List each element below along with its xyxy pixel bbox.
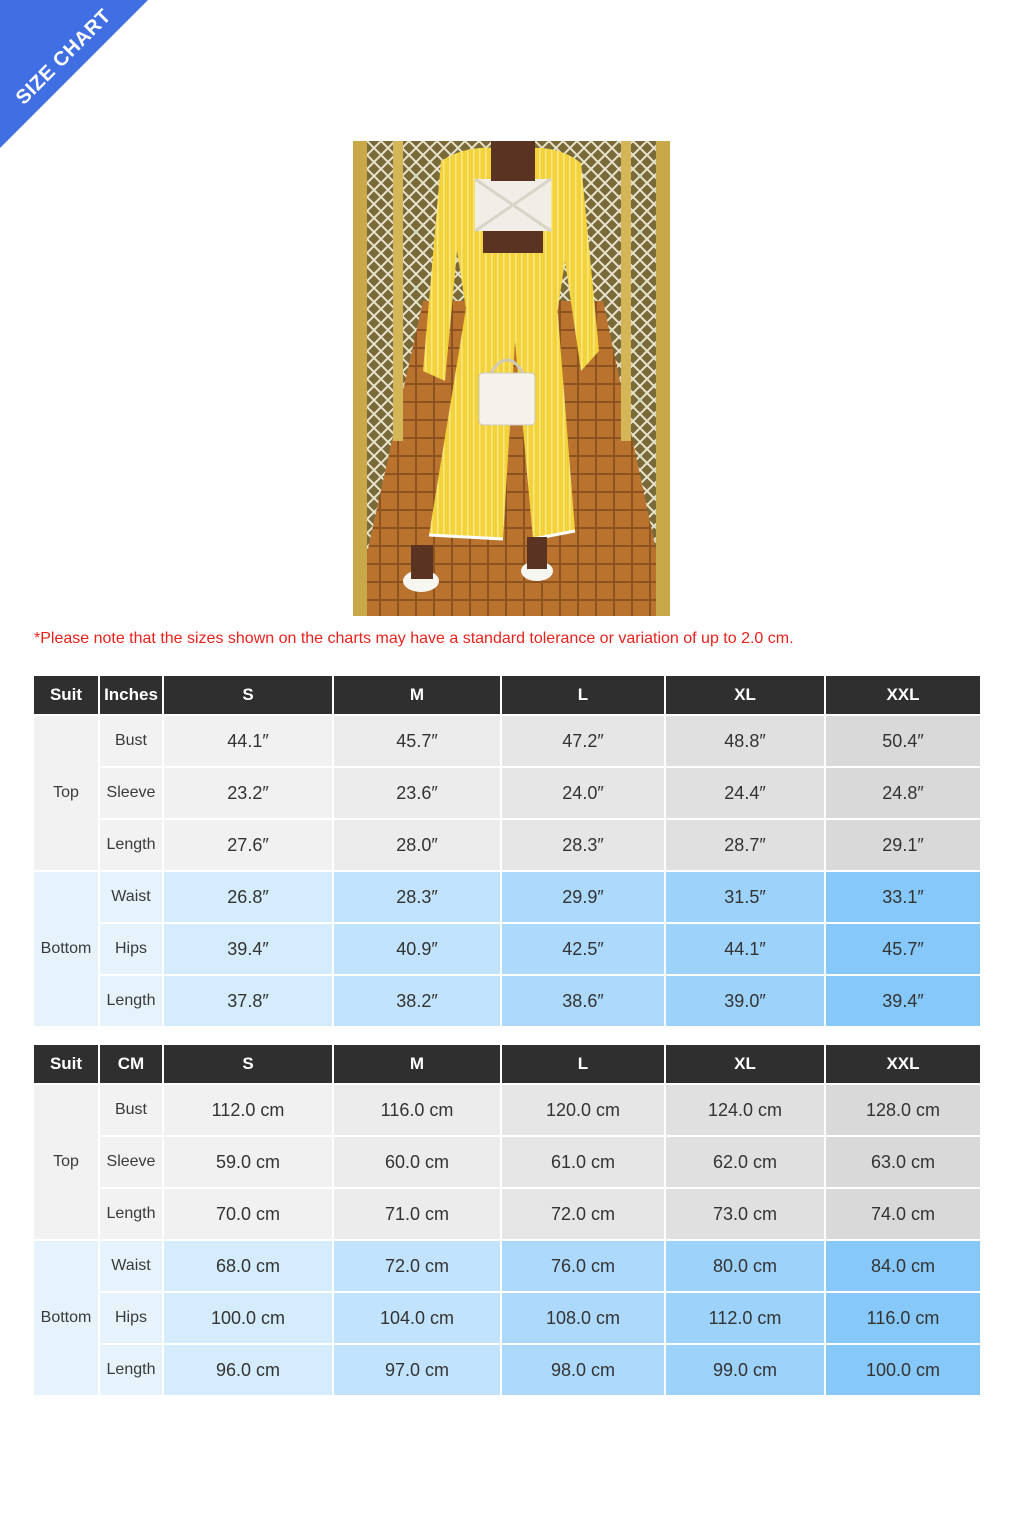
table-cell: 37.8″ xyxy=(164,976,332,1026)
cm-size-table xyxy=(32,1043,982,1397)
header-suit: Suit xyxy=(34,676,98,714)
table-cell: 97.0 cm xyxy=(334,1345,500,1395)
group-label-bottom: Bottom xyxy=(34,1241,98,1395)
table-cell: 61.0 cm xyxy=(502,1137,664,1187)
row-label: Length xyxy=(100,976,162,1026)
header-size-l: L xyxy=(502,1045,664,1083)
table-row xyxy=(34,1085,980,1135)
table-cell: 112.0 cm xyxy=(666,1293,824,1343)
table-cell: 33.1″ xyxy=(826,872,980,922)
row-label: Waist xyxy=(100,1241,162,1291)
table-cell: 28.0″ xyxy=(334,820,500,870)
row-label: Length xyxy=(100,1345,162,1395)
table-cell: 39.4″ xyxy=(164,924,332,974)
table-cell: 100.0 cm xyxy=(826,1345,980,1395)
table-cell: 28.3″ xyxy=(334,872,500,922)
header-size-xxl: XXL xyxy=(826,1045,980,1083)
size-chart-badge xyxy=(0,0,150,150)
inches-size-table xyxy=(32,674,982,1028)
table-cell: 99.0 cm xyxy=(666,1345,824,1395)
table-cell: 80.0 cm xyxy=(666,1241,824,1291)
table-cell: 26.8″ xyxy=(164,872,332,922)
table-cell: 120.0 cm xyxy=(502,1085,664,1135)
row-label: Sleeve xyxy=(100,768,162,818)
table-row xyxy=(34,768,980,818)
header-suit: Suit xyxy=(34,1045,98,1083)
table-cell: 40.9″ xyxy=(334,924,500,974)
table-row xyxy=(34,1293,980,1343)
table-cell: 23.6″ xyxy=(334,768,500,818)
table-cell: 72.0 cm xyxy=(502,1189,664,1239)
header-unit: Inches xyxy=(100,676,162,714)
table-cell: 71.0 cm xyxy=(334,1189,500,1239)
table-cell: 39.0″ xyxy=(666,976,824,1026)
table-row xyxy=(34,872,980,922)
header-size-s: S xyxy=(164,676,332,714)
group-label-bottom: Bottom xyxy=(34,872,98,1026)
product-photo xyxy=(353,141,670,616)
table-cell: 116.0 cm xyxy=(826,1293,980,1343)
table-cell: 27.6″ xyxy=(164,820,332,870)
table-row xyxy=(34,1241,980,1291)
table-cell: 24.8″ xyxy=(826,768,980,818)
table-cell: 70.0 cm xyxy=(164,1189,332,1239)
table-cell: 50.4″ xyxy=(826,716,980,766)
table-cell: 31.5″ xyxy=(666,872,824,922)
table-row xyxy=(34,976,980,1026)
table-header-row xyxy=(34,1045,980,1083)
header-size-xl: XL xyxy=(666,676,824,714)
table-cell: 96.0 cm xyxy=(164,1345,332,1395)
table-cell: 104.0 cm xyxy=(334,1293,500,1343)
table-cell: 45.7″ xyxy=(826,924,980,974)
table-cell: 24.0″ xyxy=(502,768,664,818)
table-cell: 100.0 cm xyxy=(164,1293,332,1343)
header-size-m: M xyxy=(334,676,500,714)
table-cell: 84.0 cm xyxy=(826,1241,980,1291)
header-size-m: M xyxy=(334,1045,500,1083)
table-cell: 28.7″ xyxy=(666,820,824,870)
product-photo-illustration xyxy=(353,141,670,616)
table-cell: 128.0 cm xyxy=(826,1085,980,1135)
table-row xyxy=(34,1137,980,1187)
row-label: Hips xyxy=(100,1293,162,1343)
badge-background xyxy=(0,0,148,148)
table-cell: 29.1″ xyxy=(826,820,980,870)
table-row xyxy=(34,820,980,870)
row-label: Bust xyxy=(100,1085,162,1135)
table-cell: 23.2″ xyxy=(164,768,332,818)
table-cell: 59.0 cm xyxy=(164,1137,332,1187)
table-cell: 74.0 cm xyxy=(826,1189,980,1239)
header-unit: CM xyxy=(100,1045,162,1083)
header-size-s: S xyxy=(164,1045,332,1083)
table-row xyxy=(34,924,980,974)
table-cell: 68.0 cm xyxy=(164,1241,332,1291)
table-cell: 47.2″ xyxy=(502,716,664,766)
table-cell: 28.3″ xyxy=(502,820,664,870)
table-cell: 48.8″ xyxy=(666,716,824,766)
table-row xyxy=(34,1345,980,1395)
table-cell: 98.0 cm xyxy=(502,1345,664,1395)
row-label: Length xyxy=(100,1189,162,1239)
table-cell: 60.0 cm xyxy=(334,1137,500,1187)
row-label: Hips xyxy=(100,924,162,974)
header-size-l: L xyxy=(502,676,664,714)
table-cell: 42.5″ xyxy=(502,924,664,974)
table-cell: 72.0 cm xyxy=(334,1241,500,1291)
row-label: Bust xyxy=(100,716,162,766)
table-cell: 116.0 cm xyxy=(334,1085,500,1135)
table-row xyxy=(34,1189,980,1239)
table-cell: 38.6″ xyxy=(502,976,664,1026)
row-label: Sleeve xyxy=(100,1137,162,1187)
table-cell: 39.4″ xyxy=(826,976,980,1026)
table-cell: 108.0 cm xyxy=(502,1293,664,1343)
group-label-top: Top xyxy=(34,1085,98,1239)
table-cell: 45.7″ xyxy=(334,716,500,766)
table-row xyxy=(34,716,980,766)
tolerance-note: *Please note that the sizes shown on the charts may have a standard tolerance or variation of up to 2.0 cm. xyxy=(34,630,794,647)
row-label: Waist xyxy=(100,872,162,922)
table-cell: 24.4″ xyxy=(666,768,824,818)
table-header-row xyxy=(34,676,980,714)
header-size-xxl: XXL xyxy=(826,676,980,714)
table-cell: 73.0 cm xyxy=(666,1189,824,1239)
badge-label: SIZE CHART xyxy=(11,5,116,110)
group-label-top: Top xyxy=(34,716,98,870)
header-size-xl: XL xyxy=(666,1045,824,1083)
table-cell: 29.9″ xyxy=(502,872,664,922)
table-cell: 44.1″ xyxy=(666,924,824,974)
table-cell: 44.1″ xyxy=(164,716,332,766)
table-cell: 38.2″ xyxy=(334,976,500,1026)
table-cell: 76.0 cm xyxy=(502,1241,664,1291)
table-cell: 124.0 cm xyxy=(666,1085,824,1135)
table-cell: 112.0 cm xyxy=(164,1085,332,1135)
table-cell: 62.0 cm xyxy=(666,1137,824,1187)
row-label: Length xyxy=(100,820,162,870)
table-cell: 63.0 cm xyxy=(826,1137,980,1187)
